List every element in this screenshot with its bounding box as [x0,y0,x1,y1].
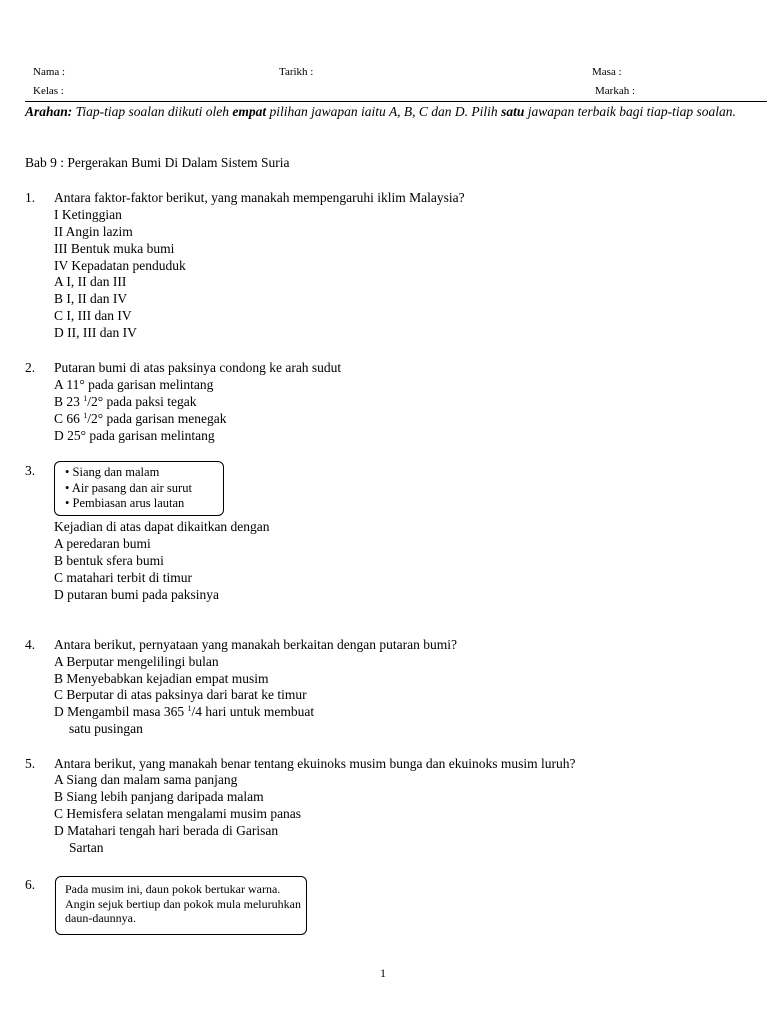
q6-text-box [55,876,307,935]
q3-bullet-text: Siang dan malam [72,465,160,479]
q4-option-d-continuation: satu pusingan [69,721,143,736]
q5-option-d: D Matahari tengah hari berada di Garisan [54,823,279,838]
q2-option-a: A 11° pada garisan melintang [54,377,214,392]
q1-option-c: C I, III dan IV [54,308,132,323]
q5-option-c: C Hemisfera selatan mengalami musim panas [54,806,302,821]
instruction-text-1: Tiap-tiap soalan diikuti oleh [72,104,233,119]
q2-number: 2. [25,360,36,375]
q3-stem: Kejadian di atas dapat dikaitkan dengan [54,519,270,534]
q1-stem: Antara faktor-faktor berikut, yang manakah mempengaruhi iklim Malaysia? [54,190,465,205]
q2-option-b [54,393,197,410]
q2-option-c-rest: /2° pada garisan menegak [87,411,227,426]
q3-bullet-box [54,461,224,516]
q1-option-d: D II, III dan IV [54,325,137,340]
q2-option-b-rest: /2° pada paksi tegak [87,394,197,409]
q3-option-b: B bentuk sfera bumi [54,553,164,568]
q3-bullet: • Air pasang dan air surut [65,481,192,495]
q2-option-d: D 25° pada garisan melintang [54,428,215,443]
q1-number: 1. [25,190,36,205]
q1-item: III Bentuk muka bumi [54,241,175,256]
q1-item: II Angin lazim [54,224,133,239]
q2-option-c-fraction: 1 [83,411,88,420]
q4-option-d [54,703,314,720]
q4-option-d-rest: /4 hari untuk membuat [191,704,315,719]
q2-option-c [54,410,226,427]
q3-option-d: D putaran bumi pada paksinya [54,587,219,602]
q5-option-a: A Siang dan malam sama panjang [54,772,238,787]
q5-stem: Antara berikut, yang manakah benar tentang ekuinoks musim bunga dan ekuinoks musim luruh? [54,756,576,771]
kelas-label: Kelas : [33,85,64,97]
nama-label: Nama : [33,66,66,78]
q5-option-d-continuation: Sartan [69,840,104,855]
q2-option-b-fraction: 1 [83,394,88,403]
page-number: 1 [380,966,386,980]
q5-number: 5. [25,756,36,771]
header-divider [25,101,767,102]
q4-option-b: B Menyebabkan kejadian empat musim [54,671,269,686]
tarikh-label: Tarikh : [279,66,314,78]
q2-stem: Putaran bumi di atas paksinya condong ke arah sudut [54,360,342,375]
q1-option-b: B I, II dan IV [54,291,128,306]
q3-option-c: C matahari terbit di timur [54,570,192,585]
instruction-empat: empat [232,104,267,119]
q4-option-a: A Berputar mengelilingi bulan [54,654,219,669]
q3-bullet: • Pembiasan arus lautan [65,496,185,510]
instruction [25,103,767,120]
q3-bullet: • Siang dan malam [65,465,160,479]
q6-number: 6. [25,877,36,892]
q4-option-d-fraction: 1 [187,704,192,713]
q3-option-a: A peredaran bumi [54,536,151,551]
instruction-satu: satu [501,104,525,119]
masa-label: Masa : [592,66,622,78]
q1-item: I Ketinggian [54,207,122,222]
q4-option-d-text: D Mengambil masa 365 [54,704,188,719]
q5-option-b: B Siang lebih panjang daripada malam [54,789,264,804]
q1-item: IV Kepadatan penduduk [54,258,186,273]
q3-bullet-text: Pembiasan arus lautan [72,496,185,510]
q1-option-a: A I, II dan III [54,274,127,289]
q6-box-text: Pada musim ini, daun pokok bertukar warna. Angin sejuk bertiup dan pokok mula meluruhkan daun-daunnya. [65,882,301,925]
q3-number: 3. [25,463,36,478]
q4-stem: Antara berikut, pernyataan yang manakah berkaitan dengan putaran bumi? [54,637,457,652]
q2-option-b-text: B 23 [54,394,84,409]
q2-option-c-text: C 66 [54,411,84,426]
q4-option-c: C Berputar di atas paksinya dari barat ke timur [54,687,307,702]
markah-label: Markah : [595,85,636,97]
instruction-text-3: jawapan terbaik bagi tiap-tiap soalan. [524,104,736,119]
instruction-label: Arahan: [25,104,73,119]
q3-bullet-text: Air pasang dan air surut [71,481,192,495]
q4-number: 4. [25,637,36,652]
chapter-title: Bab 9 : Pergerakan Bumi Di Dalam Sistem Suria [25,155,290,170]
instruction-text-2: pilihan jawapan iaitu A, B, C dan D. Pilih [266,104,502,119]
